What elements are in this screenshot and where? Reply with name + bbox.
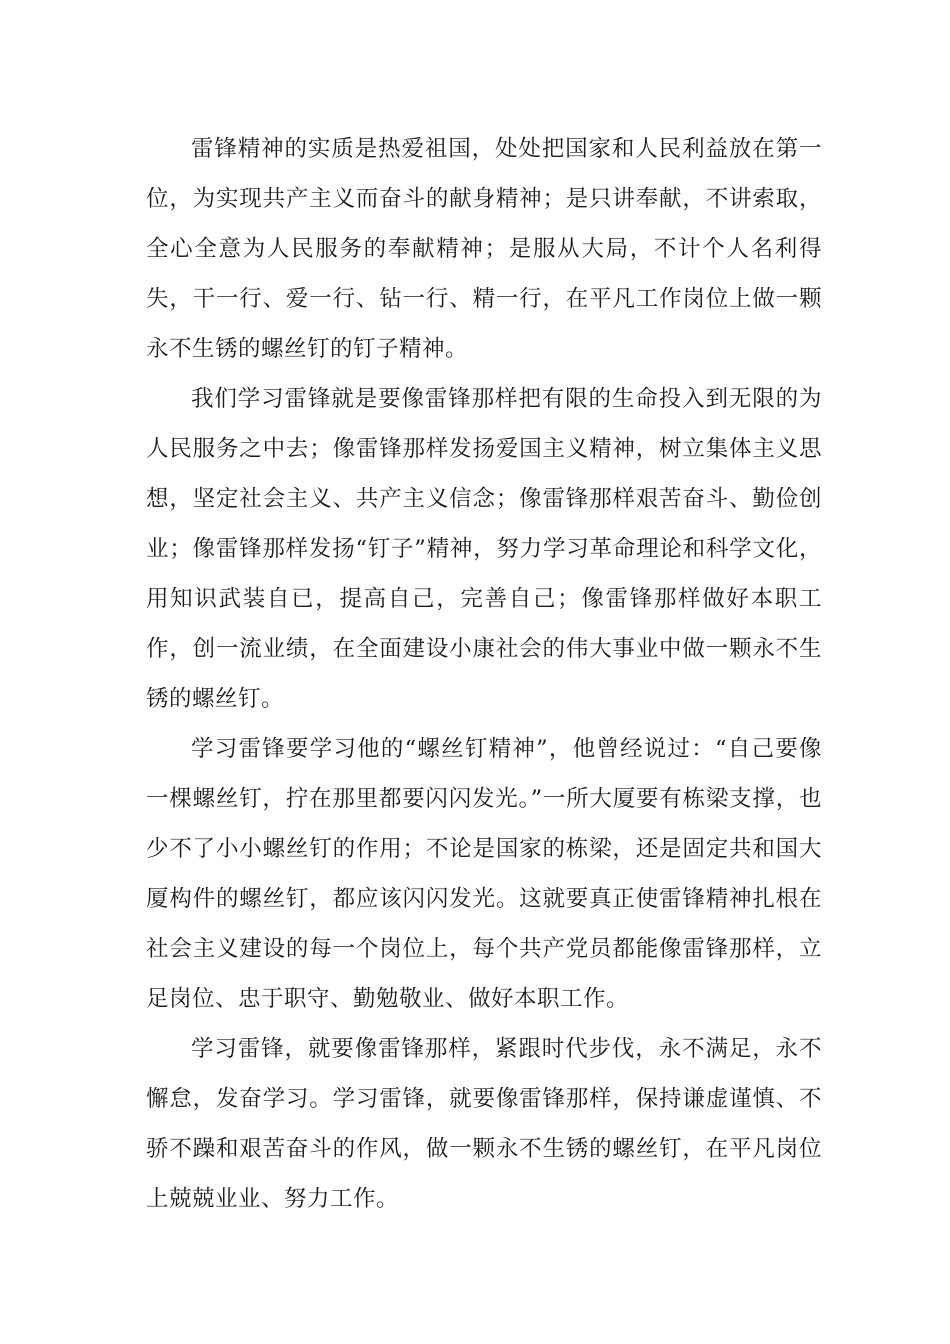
paragraph-3: 学习雷锋要学习他的“螺丝钉精神”，他曾经说过：“自己要像一棵螺丝钉，拧在那里都要闪闪发光。”一所大厦要有栋梁支撑，也少不了小小螺丝钉的作用；不论是国家的栋梁，还是固定共和国大厦构件的螺丝钉，都应该闪闪发光。这就要真正使雷锋精神扎根在社会主义建设的每一个岗位上，每个共产党员都能像雷锋那样，立足岗位、忠于职守、勤勉敬业、做好本职工作。 bbox=[146, 736, 822, 1012]
paragraph-4: 学习雷锋，就要像雷锋那样，紧跟时代步伐，永不满足，永不懈怠，发奋学习。学习雷锋，就要像雷锋那样，保持谦虚谨慎、不骄不躁和艰苦奋斗的作风，做一颗永不生锈的螺丝钉，在平凡岗位上兢兢业业、努力工作。 bbox=[146, 1036, 822, 1212]
document-body bbox=[146, 124, 822, 1224]
paragraph-2: 我们学习雷锋就是要像雷锋那样把有限的生命投入到无限的为人民服务之中去；像雷锋那样发扬爱国主义精神，树立集体主义思想，坚定社会主义、共产主义信念；像雷锋那样艰苦奋斗、勤俭创业；像雷锋那样发扬“钉子”精神，努力学习革命理论和科学文化，用知识武装自已，提高自己，完善自己；像雷锋那样做好本职工作，创一流业绩，在全面建设小康社会的伟大事业中做一颗永不生锈的螺丝钉。 bbox=[146, 386, 822, 712]
paragraph-1: 雷锋精神的实质是热爱祖国，处处把国家和人民利益放在第一位，为实现共产主义而奋斗的献身精神；是只讲奉献，不讲索取，全心全意为人民服务的奉献精神；是服从大局，不计个人名利得失，干一行、爱一行、钻一行、精一行，在平凡工作岗位上做一颗永不生锈的螺丝钉的钉子精神。 bbox=[146, 136, 822, 362]
